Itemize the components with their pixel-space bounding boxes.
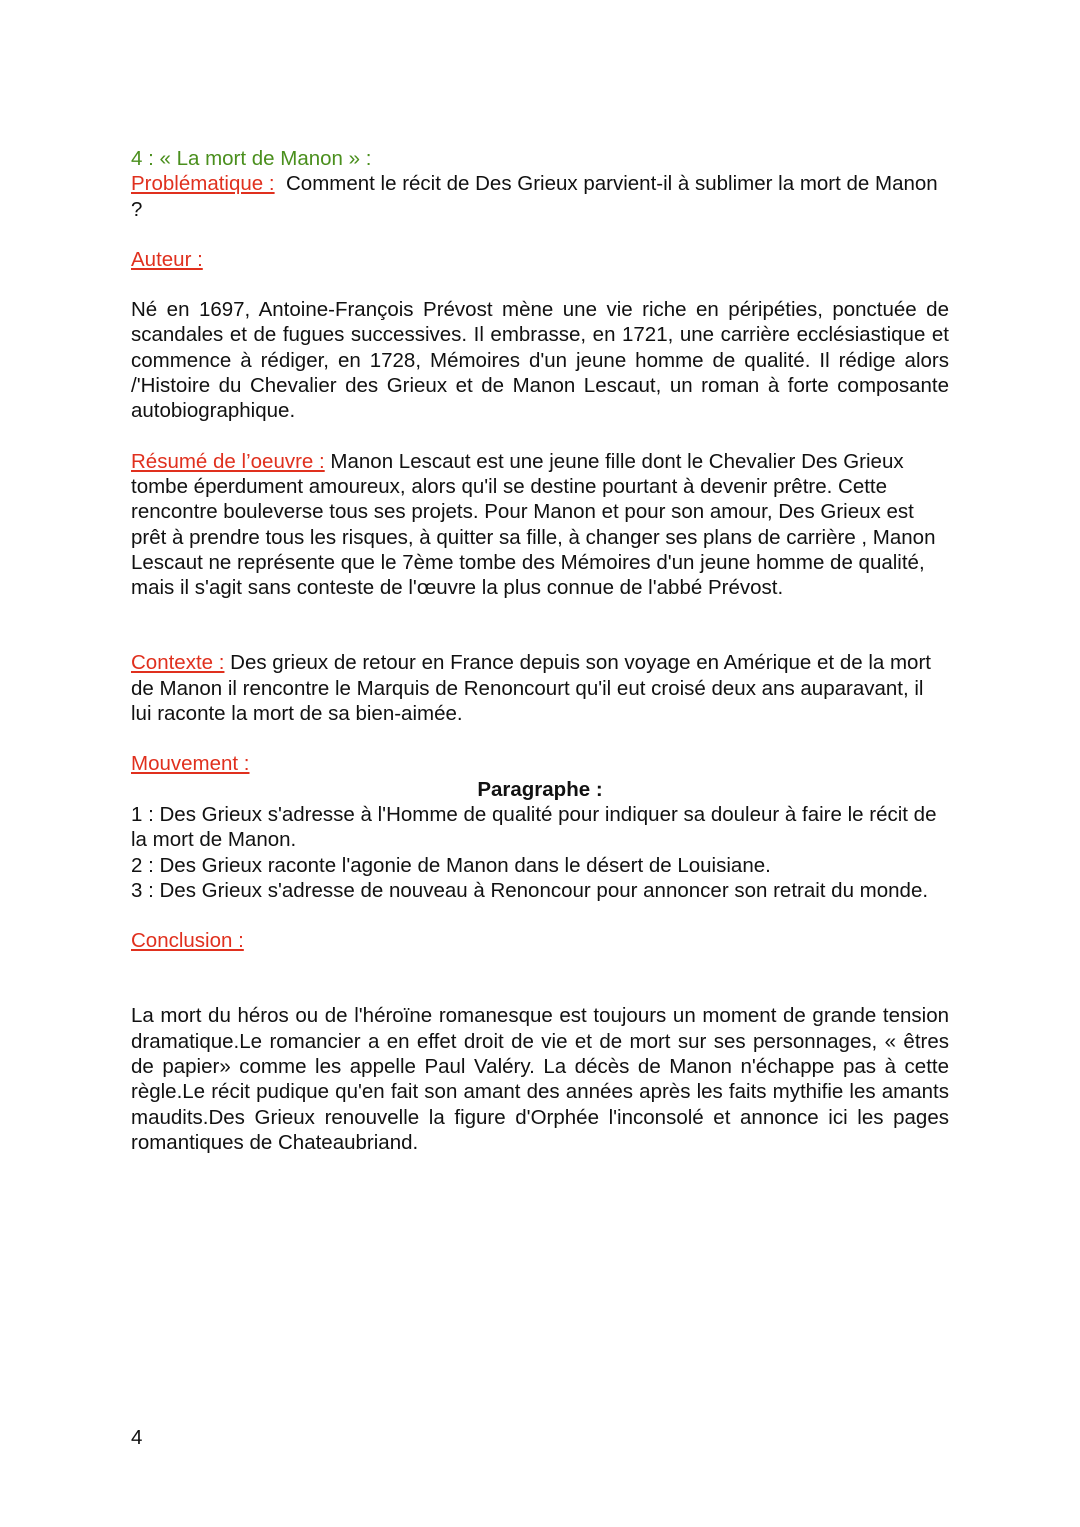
- document-content: [131, 146, 949, 1155]
- problematique-paragraph: [131, 171, 949, 222]
- contexte-text: Des grieux de retour en France depuis son voyage en Amérique et de la mort de Manon il rencontre le Marquis de Renoncourt qu'il eut croisé deux ans auparavant, il lui raconte la mort de sa bien-aimée.: [131, 651, 931, 726]
- section-title: 4 : « La mort de Manon » :: [131, 147, 372, 170]
- problematique-label: Problématique :: [131, 172, 275, 196]
- paragraphe-heading: Paragraphe :: [477, 777, 603, 801]
- resume-label: Résumé de l’oeuvre :: [131, 449, 325, 473]
- contexte-label: Contexte :: [131, 651, 225, 675]
- problematique-text: Comment le récit de Des Grieux parvient-il à sublimer la mort de Manon ?: [131, 172, 938, 221]
- mouvement-item: 3 : Des Grieux s'adresse de nouveau à Renoncour pour annoncer son retrait du monde.: [131, 878, 929, 902]
- resume-text: Manon Lescaut est une jeune fille dont le Chevalier Des Grieux tombe éperdument amoureux, alors qu'il se destine pourtant à devenir prêtre. Cette rencontre bouleverse tous ses projets. Pour Manon et pour son amour, Des Grieux est prêt à prendre tous les risques, à quitter sa fille, à changer ses plans de carrière , Manon Lescaut ne représente que le 7ème tombe des Mémoires d'un jeune homme de qualité, mais il s'agit sans conteste de l'œuvre la plus connue de l'abbé Prévost.: [131, 449, 936, 600]
- mouvement-label: Mouvement :: [131, 752, 250, 776]
- contexte-paragraph: [131, 650, 949, 726]
- mouvement-item: 2 : Des Grieux raconte l'agonie de Manon dans le désert de Louisiane.: [131, 853, 771, 877]
- conclusion-text: La mort du héros ou de l'héroïne romanesque est toujours un moment de grande tension dramatique.Le romancier a en effet droit de vie et de mort sur ses personnages, « êtres de papier» comme les appelle Paul Valéry. La décès de Manon n'échappe pas à cette règle.Le récit pudique qu'en fait son amant des années après les faits mythifie les amants maudits.Des Grieux renouvelle la figure d'Orphée l'inconsolé et annonce ici les pages romantiques de Chateaubriand.: [131, 1004, 949, 1154]
- mouvement-item: 1 : Des Grieux s'adresse à l'Homme de qualité pour indiquer sa douleur à faire le récit de la mort de Manon.: [131, 802, 937, 852]
- auteur-text: Né en 1697, Antoine-François Prévost mène une vie riche en péripéties, ponctuée de scandales et de fugues successives. Il embrasse, en 1721, une carrière ecclésiastique et commence à rédiger, en 1728, Mémoires d'un jeune homme de qualité. Il rédige alors /'Histoire du Chevalier des Grieux et de Manon Lescaut, un roman à forte composante autobiographique.: [131, 298, 949, 423]
- resume-paragraph: [131, 449, 949, 601]
- auteur-label: Auteur :: [131, 247, 203, 271]
- page-number: 4: [131, 1426, 143, 1449]
- conclusion-label: Conclusion :: [131, 929, 244, 953]
